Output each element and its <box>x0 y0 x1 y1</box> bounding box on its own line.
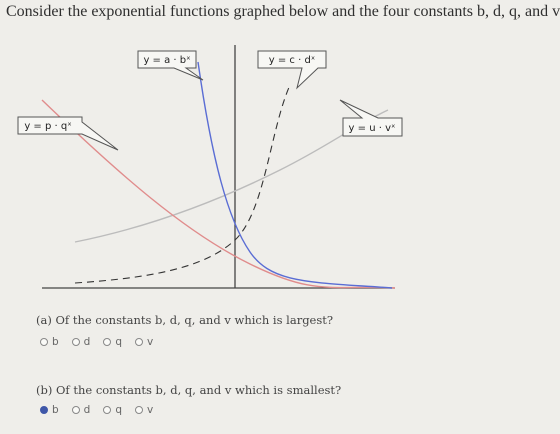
radio-a-b[interactable] <box>40 338 48 346</box>
option-b-q-label: q <box>115 404 123 416</box>
option-a-d-label: d <box>83 336 91 348</box>
option-b-d-label: d <box>83 404 91 416</box>
option-b-v-label: v <box>147 404 154 416</box>
radio-b-d[interactable] <box>72 406 80 414</box>
radio-a-q[interactable] <box>103 338 111 346</box>
option-a-b-label: b <box>52 336 59 348</box>
option-a-b[interactable] <box>40 336 59 348</box>
radio-b-v[interactable] <box>135 406 143 414</box>
radio-b-b[interactable] <box>40 406 48 414</box>
choices-a <box>40 336 153 348</box>
option-a-d[interactable] <box>72 336 91 348</box>
option-a-q-label: q <box>115 336 123 348</box>
option-a-q[interactable] <box>103 336 122 348</box>
curve-a-b <box>198 62 392 288</box>
option-b-d[interactable] <box>72 404 91 416</box>
label-a-b <box>138 51 203 80</box>
option-b-q[interactable] <box>103 404 122 416</box>
radio-b-q[interactable] <box>103 406 111 414</box>
curve-c-d <box>75 85 290 283</box>
radio-a-d[interactable] <box>72 338 80 346</box>
curve-u-v <box>75 110 388 242</box>
curve-p-q <box>42 100 395 288</box>
question-prompt: Consider the exponential functions graphed below and the four constants b, d, q, and v <box>6 3 560 20</box>
label-u-v <box>340 100 402 136</box>
option-b-b-label: b <box>52 404 59 416</box>
exponential-graph <box>0 28 500 308</box>
label-a-b-text: y = a · bˣ <box>143 55 191 66</box>
option-a-v[interactable] <box>135 336 153 348</box>
label-p-q-text: y = p · qˣ <box>24 121 72 132</box>
label-c-d-text: y = c · dˣ <box>268 55 316 66</box>
label-c-d <box>258 51 326 88</box>
choices-b <box>40 404 153 416</box>
label-p-q <box>18 117 118 150</box>
question-a: (a) Of the constants b, d, q, and v which is largest? <box>36 313 334 327</box>
option-b-b[interactable] <box>40 404 59 416</box>
question-b: (b) Of the constants b, d, q, and v which is smallest? <box>36 383 342 397</box>
label-u-v-text: y = u · vˣ <box>348 123 396 134</box>
radio-a-v[interactable] <box>135 338 143 346</box>
option-a-v-label: v <box>147 336 154 348</box>
option-b-v[interactable] <box>135 404 153 416</box>
